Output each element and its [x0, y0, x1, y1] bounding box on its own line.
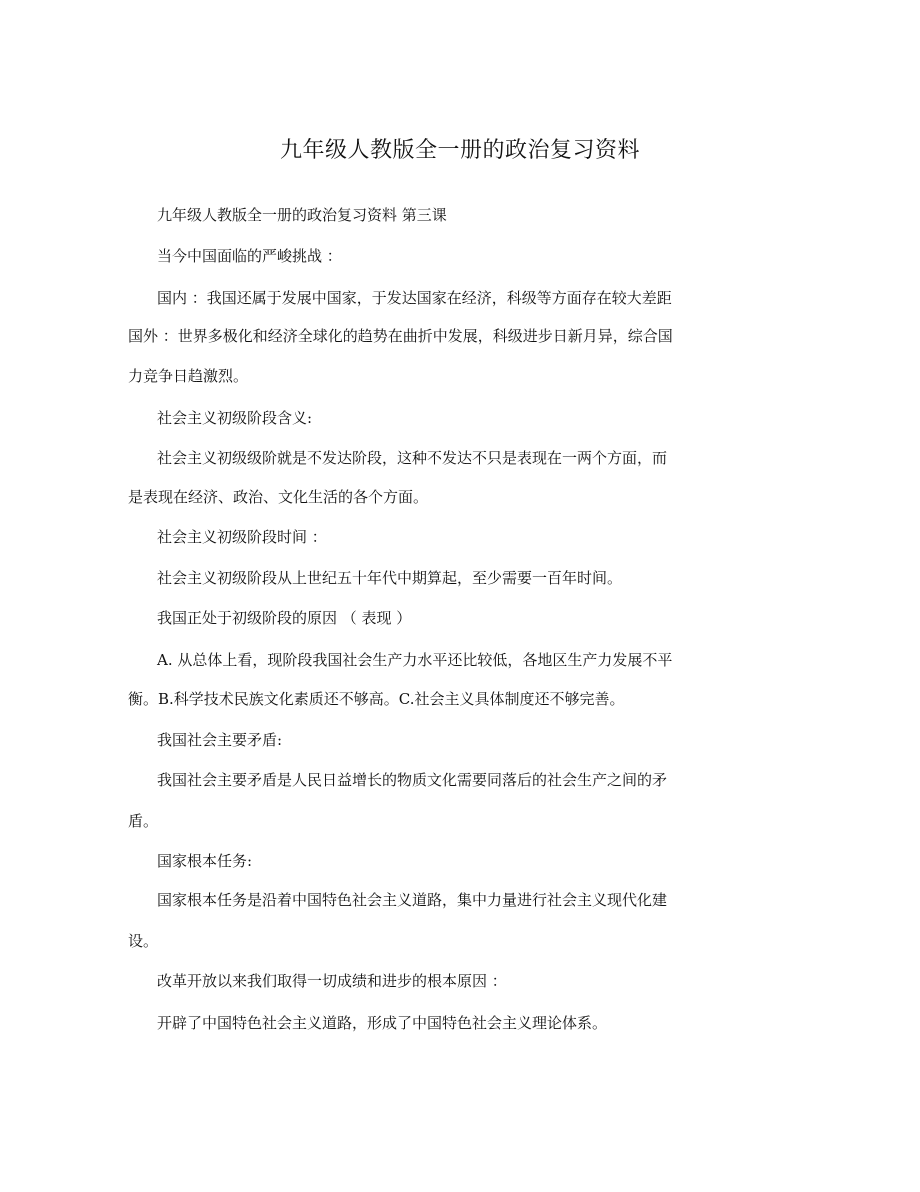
body-line-meaning-cont: 是表现在经济、政治、文化生活的各个方面。 — [128, 488, 429, 506]
body-line-subtitle: 九年级人教版全一册的政治复习资料 第三课 — [157, 206, 447, 224]
body-line-heading-root-cause: 改革开放以来我们取得一切成绩和进步的根本原因 ： — [157, 972, 507, 990]
body-line-heading-contradiction: 我国社会主要矛盾: — [157, 731, 283, 749]
body-line-contradiction-cont: 盾。 — [128, 812, 159, 830]
body-line-task: 国家根本任务是沿着中国特色社会主义道路，集中力量进行社会主义现代化建 — [157, 891, 668, 909]
body-line-heading-time: 社会主义初级阶段时间 ： — [157, 528, 327, 546]
page-title: 九年级人教版全一册的政治复习资料 — [279, 138, 640, 163]
body-line-time: 社会主义初级阶段从上世纪五十年代中期算起，至少需要一百年时间。 — [157, 569, 623, 587]
body-line-heading-reason: 我国正处于初级阶段的原因 （ 表现 ） — [157, 609, 412, 627]
body-line-foreign: 国外 ：世界多极化和经济全球化的趋势在曲折中发展，科级进步日新月异，综合国 — [128, 327, 673, 345]
body-line-heading-challenges: 当今中国面临的严峻挑战 ： — [157, 247, 342, 265]
body-line-contradiction: 我国社会主要矛盾是人民日益增长的物质文化需要同落后的社会生产之间的矛 — [157, 771, 668, 789]
body-line-heading-meaning: 社会主义初级阶段含义: — [157, 409, 313, 427]
body-line-root-cause: 开辟了中国特色社会主义道路，形成了中国特色社会主义理论体系。 — [157, 1014, 608, 1032]
body-line-meaning: 社会主义初级级阶就是不发达阶段，这种不发达不只是表现在一两个方面，而 — [157, 449, 668, 467]
body-line-reason-bc: 衡。B.科学技术民族文化素质还不够高。C.社会主义具体制度还不够完善。 — [128, 690, 625, 708]
body-line-task-cont: 设。 — [128, 932, 159, 950]
body-line-reason-a: A. 从总体上看，现阶段我国社会生产力水平还比较低，各地区生产力发展不平 — [157, 651, 673, 669]
body-line-foreign-cont: 力竞争日趋激烈。 — [128, 367, 249, 385]
body-line-heading-task: 国家根本任务: — [157, 852, 253, 870]
body-line-domestic: 国内 ：我国还属于发展中国家，于发达国家在经济，科级等方面存在较大差距 — [157, 289, 672, 307]
